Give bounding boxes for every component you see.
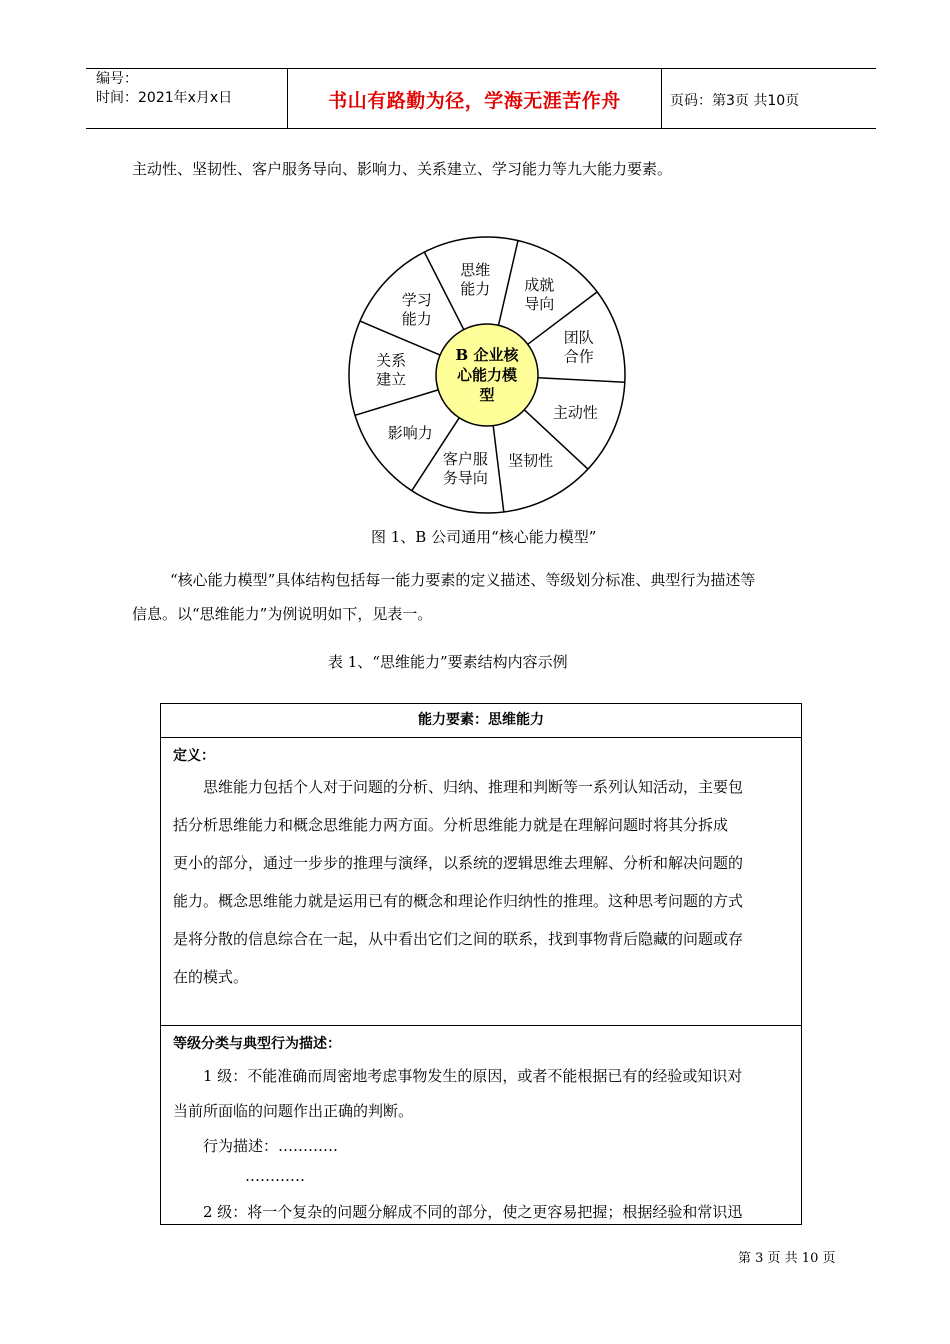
header-page-label: 页码：第3页 共10页 [670,93,800,109]
segment-label: 团队 [563,328,594,347]
center-label: B 企业核 [455,346,519,364]
segment-label: 客户服 [442,450,488,468]
header-bottom-rule [86,128,876,129]
table-row-rule [161,1025,801,1026]
definition-line: 思维能力包括个人对于问题的分析、归纳、推理和判断等一系列认知活动，主要包 [203,778,744,796]
intro-line: 主动性、坚韧性、客户服务导向、影响力、关系建立、学习能力等九大能力要素。 [132,160,673,178]
segment-label: 思维 [460,261,491,280]
serial-label: 编号： [96,71,138,87]
segment-label: 坚韧性 [508,451,554,470]
segment-label: 导向 [524,295,555,313]
core-competency-wheel [322,220,652,520]
table-caption: 表 1、“思维能力”要素结构内容示例 [328,653,568,671]
definition-line: 括分析思维能力和概念思维能力两方面。分析思维能力就是在理解问题时将其分拆成 [173,816,729,834]
segment-label: 建立 [376,370,407,389]
segment-label: 主动性 [552,403,598,422]
level-line: 2 级：将一个复杂的问题分解成不同的部分，使之更容易把握；根据经验和常识迅 [203,1203,743,1221]
page-footer: 第 3 页 共 10 页 [738,1251,836,1266]
figure-caption: 图 1、B 公司通用“核心能力模型” [371,528,597,546]
body-line-2: 信息。以“思维能力”为例说明如下，见表一。 [132,605,433,623]
header-motto: 书山有路勤为径，学海无涯苦作舟 [328,90,621,112]
header-top-rule [86,68,876,69]
center-label: 心能力模 [456,366,518,384]
level-line: 1 级：不能准确而周密地考虑事物发生的原因，或者不能根据已有的经验或知识对 [203,1067,743,1085]
time-label: 时间：2021年x月x日 [96,90,233,106]
level-line: 当前所面临的问题作出正确的判断。 [173,1102,414,1120]
definition-line: 能力。概念思维能力就是运用已有的概念和理论作归纳性的推理。这种思考问题的方式 [173,892,744,910]
header-divider [661,68,662,129]
segment-label: 学习 [401,291,432,309]
segment-label: 能力 [460,280,491,299]
definition-line: 在的模式。 [173,968,249,986]
table-row-rule [161,737,801,738]
segment-label: 影响力 [387,423,433,442]
segment-label: 成就 [524,276,555,294]
segment-label: 合作 [563,347,594,366]
definition-line: 是将分散的信息综合在一起，从中看出它们之间的联系，找到事物背后隐藏的问题或存 [173,930,744,948]
level-line: ………… [245,1167,305,1185]
definition-heading: 定义： [173,748,215,764]
segment-label: 务导向 [442,469,488,487]
level-heading: 等级分类与典型行为描述： [173,1036,341,1052]
center-label: 型 [479,386,495,404]
segment-label: 关系 [376,351,407,370]
definition-line: 更小的部分，通过一步步的推理与演绎，以系统的逻辑思维去理解、分析和解决问题的 [173,854,744,872]
segment-label: 能力 [401,310,432,328]
table-title: 能力要素：思维能力 [418,712,544,728]
body-line-1: “核心能力模型”具体结构包括每一能力要素的定义描述、等级划分标准、典型行为描述等 [170,571,756,589]
header-meta [96,70,232,108]
competency-table [160,703,802,1225]
level-line: 行为描述：………… [203,1137,339,1155]
